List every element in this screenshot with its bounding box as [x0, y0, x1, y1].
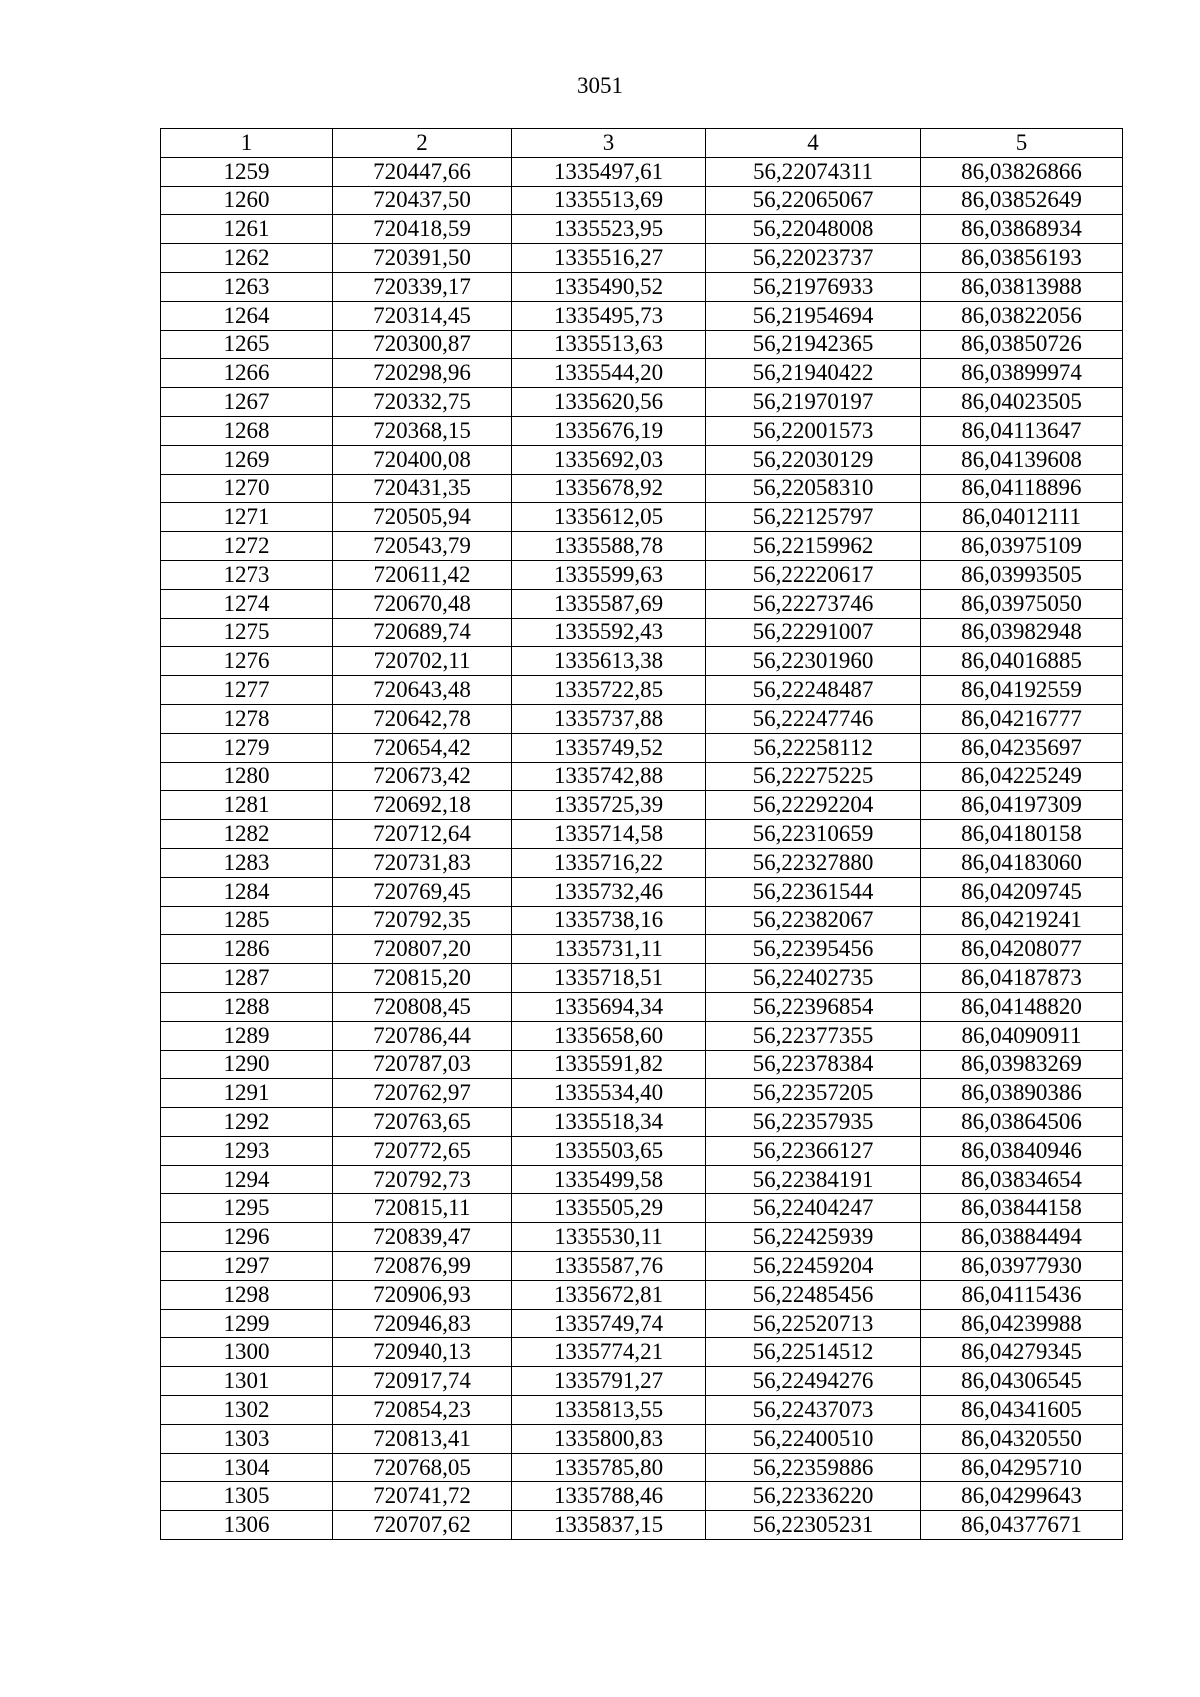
table-cell-col-3: 1335731,11 [512, 935, 706, 964]
page-number: 3051 [577, 73, 623, 98]
table-cell-col-1: 1261 [161, 215, 333, 244]
table-cell-col-3: 1335692,03 [512, 445, 706, 474]
table-row [161, 272, 1123, 301]
table-row [161, 532, 1123, 561]
table-cell-col-3: 1335732,46 [512, 877, 706, 906]
table-cell-col-1: 1304 [161, 1453, 333, 1482]
table-cell-col-1: 1272 [161, 532, 333, 561]
table-cell-col-2: 720946,83 [333, 1309, 512, 1338]
table-cell-col-4: 56,22291007 [706, 618, 921, 647]
table-cell-col-1: 1273 [161, 560, 333, 589]
table-cell-col-1: 1270 [161, 474, 333, 503]
table-cell-col-5: 86,04187873 [921, 964, 1123, 993]
table-row [161, 676, 1123, 705]
column-header-2: 2 [333, 129, 512, 158]
table-cell-col-5: 86,04208077 [921, 935, 1123, 964]
table-row [161, 1136, 1123, 1165]
table-cell-col-4: 56,22437073 [706, 1396, 921, 1425]
table-cell-col-1: 1271 [161, 503, 333, 532]
table-cell-col-5: 86,03983269 [921, 1050, 1123, 1079]
table-row [161, 1453, 1123, 1482]
table-cell-col-4: 56,22310659 [706, 820, 921, 849]
table-cell-col-2: 720437,50 [333, 186, 512, 215]
table-cell-col-3: 1335612,05 [512, 503, 706, 532]
table-cell-col-4: 56,22357205 [706, 1079, 921, 1108]
table-cell-col-5: 86,03868934 [921, 215, 1123, 244]
table-cell-col-4: 56,22030129 [706, 445, 921, 474]
table-cell-col-3: 1335513,69 [512, 186, 706, 215]
table-cell-col-3: 1335599,63 [512, 560, 706, 589]
table-cell-col-2: 720611,42 [333, 560, 512, 589]
table-row [161, 330, 1123, 359]
table-cell-col-2: 720772,65 [333, 1136, 512, 1165]
table-cell-col-4: 56,22377355 [706, 1021, 921, 1050]
table-cell-col-2: 720854,23 [333, 1396, 512, 1425]
table-cell-col-5: 86,03977930 [921, 1252, 1123, 1281]
table-cell-col-5: 86,03975109 [921, 532, 1123, 561]
table-cell-col-3: 1335785,80 [512, 1453, 706, 1482]
table-cell-col-5: 86,03850726 [921, 330, 1123, 359]
table-cell-col-1: 1303 [161, 1424, 333, 1453]
table-cell-col-1: 1285 [161, 906, 333, 935]
table-cell-col-4: 56,22273746 [706, 589, 921, 618]
table-cell-col-4: 56,22459204 [706, 1252, 921, 1281]
table-cell-col-4: 56,22425939 [706, 1223, 921, 1252]
table-row [161, 388, 1123, 417]
table-cell-col-3: 1335694,34 [512, 992, 706, 1021]
table-cell-col-2: 720689,74 [333, 618, 512, 647]
table-cell-col-1: 1275 [161, 618, 333, 647]
table-cell-col-2: 720768,05 [333, 1453, 512, 1482]
table-cell-col-4: 56,22357935 [706, 1108, 921, 1137]
table-cell-col-2: 720917,74 [333, 1367, 512, 1396]
column-header-1: 1 [161, 129, 333, 158]
table-cell-col-4: 56,22023737 [706, 244, 921, 273]
table-cell-col-5: 86,04239988 [921, 1309, 1123, 1338]
table-cell-col-4: 56,22074311 [706, 157, 921, 186]
column-header-5: 5 [921, 129, 1123, 158]
table-cell-col-1: 1281 [161, 791, 333, 820]
table-row [161, 791, 1123, 820]
table-cell-col-4: 56,22494276 [706, 1367, 921, 1396]
table-row [161, 474, 1123, 503]
table-cell-col-5: 86,03975050 [921, 589, 1123, 618]
table-cell-col-3: 1335725,39 [512, 791, 706, 820]
table-row [161, 589, 1123, 618]
table-cell-col-5: 86,04225249 [921, 762, 1123, 791]
table-cell-col-3: 1335613,38 [512, 647, 706, 676]
table-cell-col-1: 1298 [161, 1280, 333, 1309]
table-cell-col-2: 720763,65 [333, 1108, 512, 1137]
table-cell-col-3: 1335587,69 [512, 589, 706, 618]
table-cell-col-4: 56,21970197 [706, 388, 921, 417]
table-cell-col-5: 86,04023505 [921, 388, 1123, 417]
table-row [161, 848, 1123, 877]
table-cell-col-2: 720298,96 [333, 359, 512, 388]
table-row [161, 1050, 1123, 1079]
table-cell-col-4: 56,22327880 [706, 848, 921, 877]
table-row [161, 1338, 1123, 1367]
table-cell-col-5: 86,04209745 [921, 877, 1123, 906]
table-cell-col-5: 86,04219241 [921, 906, 1123, 935]
table-cell-col-5: 86,04295710 [921, 1453, 1123, 1482]
table-row [161, 560, 1123, 589]
table-cell-col-5: 86,04320550 [921, 1424, 1123, 1453]
table-cell-col-3: 1335676,19 [512, 416, 706, 445]
table-cell-col-1: 1287 [161, 964, 333, 993]
table-cell-col-5: 86,04115436 [921, 1280, 1123, 1309]
table-cell-col-1: 1274 [161, 589, 333, 618]
table-cell-col-1: 1264 [161, 301, 333, 330]
table-cell-col-4: 56,22048008 [706, 215, 921, 244]
table-cell-col-2: 720786,44 [333, 1021, 512, 1050]
table-cell-col-2: 720839,47 [333, 1223, 512, 1252]
table-row [161, 503, 1123, 532]
table-cell-col-4: 56,22485456 [706, 1280, 921, 1309]
table-cell-col-5: 86,04016885 [921, 647, 1123, 676]
table-cell-col-5: 86,04113647 [921, 416, 1123, 445]
table-cell-col-4: 56,21940422 [706, 359, 921, 388]
table-cell-col-3: 1335513,63 [512, 330, 706, 359]
table-cell-col-1: 1295 [161, 1194, 333, 1223]
table-cell-col-4: 56,22514512 [706, 1338, 921, 1367]
table-cell-col-1: 1284 [161, 877, 333, 906]
table-row [161, 1079, 1123, 1108]
table-cell-col-1: 1279 [161, 733, 333, 762]
table-cell-col-3: 1335588,78 [512, 532, 706, 561]
table-cell-col-1: 1286 [161, 935, 333, 964]
table-cell-col-4: 56,22248487 [706, 676, 921, 705]
table-cell-col-3: 1335523,95 [512, 215, 706, 244]
table-header-row [161, 129, 1123, 158]
table-cell-col-5: 86,03884494 [921, 1223, 1123, 1252]
table-cell-col-2: 720431,35 [333, 474, 512, 503]
table-cell-col-4: 56,22404247 [706, 1194, 921, 1223]
table-cell-col-1: 1290 [161, 1050, 333, 1079]
table-cell-col-1: 1278 [161, 704, 333, 733]
table-cell-col-5: 86,03856193 [921, 244, 1123, 273]
table-cell-col-1: 1297 [161, 1252, 333, 1281]
column-header-3: 3 [512, 129, 706, 158]
table-cell-col-1: 1276 [161, 647, 333, 676]
table-cell-col-2: 720368,15 [333, 416, 512, 445]
table-cell-col-3: 1335714,58 [512, 820, 706, 849]
table-cell-col-3: 1335587,76 [512, 1252, 706, 1281]
column-header-4: 4 [706, 129, 921, 158]
table-row [161, 647, 1123, 676]
table-cell-col-2: 720731,83 [333, 848, 512, 877]
table-cell-col-2: 720332,75 [333, 388, 512, 417]
table-cell-col-4: 56,22378384 [706, 1050, 921, 1079]
table-cell-col-5: 86,03864506 [921, 1108, 1123, 1137]
table-row [161, 215, 1123, 244]
table-cell-col-5: 86,03826866 [921, 157, 1123, 186]
table-cell-col-2: 720543,79 [333, 532, 512, 561]
table-row [161, 877, 1123, 906]
table-cell-col-2: 720769,45 [333, 877, 512, 906]
table-cell-col-4: 56,22336220 [706, 1482, 921, 1511]
table-row [161, 762, 1123, 791]
table-row [161, 157, 1123, 186]
table-cell-col-4: 56,22402735 [706, 964, 921, 993]
table-cell-col-2: 720940,13 [333, 1338, 512, 1367]
table-cell-col-1: 1296 [161, 1223, 333, 1252]
table-cell-col-5: 86,03834654 [921, 1165, 1123, 1194]
table-cell-col-2: 720876,99 [333, 1252, 512, 1281]
table-row [161, 1309, 1123, 1338]
table-cell-col-2: 720741,72 [333, 1482, 512, 1511]
table-cell-col-3: 1335658,60 [512, 1021, 706, 1050]
table-cell-col-2: 720707,62 [333, 1511, 512, 1540]
table-cell-col-3: 1335503,65 [512, 1136, 706, 1165]
table-cell-col-4: 56,22220617 [706, 560, 921, 589]
table-row [161, 1396, 1123, 1425]
table-cell-col-1: 1269 [161, 445, 333, 474]
table-cell-col-3: 1335837,15 [512, 1511, 706, 1540]
table-cell-col-1: 1294 [161, 1165, 333, 1194]
table-cell-col-2: 720314,45 [333, 301, 512, 330]
table-cell-col-4: 56,22292204 [706, 791, 921, 820]
table-cell-col-4: 56,22395456 [706, 935, 921, 964]
table-cell-col-5: 86,04306545 [921, 1367, 1123, 1396]
table-cell-col-3: 1335678,92 [512, 474, 706, 503]
table-cell-col-3: 1335499,58 [512, 1165, 706, 1194]
table-cell-col-2: 720670,48 [333, 589, 512, 618]
table-cell-col-3: 1335620,56 [512, 388, 706, 417]
table-cell-col-4: 56,22396854 [706, 992, 921, 1021]
table-row [161, 820, 1123, 849]
table-cell-col-5: 86,04192559 [921, 676, 1123, 705]
table-cell-col-3: 1335813,55 [512, 1396, 706, 1425]
table-cell-col-2: 720906,93 [333, 1280, 512, 1309]
table-cell-col-4: 56,22159962 [706, 532, 921, 561]
table-cell-col-3: 1335534,40 [512, 1079, 706, 1108]
table-row [161, 416, 1123, 445]
table-cell-col-4: 56,22247746 [706, 704, 921, 733]
table-cell-col-2: 720813,41 [333, 1424, 512, 1453]
table-cell-col-1: 1267 [161, 388, 333, 417]
table-cell-col-5: 86,03982948 [921, 618, 1123, 647]
table-cell-col-1: 1299 [161, 1309, 333, 1338]
table-cell-col-2: 720702,11 [333, 647, 512, 676]
table-row [161, 1108, 1123, 1137]
table-cell-col-5: 86,03840946 [921, 1136, 1123, 1165]
table-cell-col-5: 86,04341605 [921, 1396, 1123, 1425]
table-cell-col-4: 56,22305231 [706, 1511, 921, 1540]
table-cell-col-1: 1263 [161, 272, 333, 301]
table-cell-col-2: 720815,11 [333, 1194, 512, 1223]
table-cell-col-2: 720418,59 [333, 215, 512, 244]
table-cell-col-5: 86,04090911 [921, 1021, 1123, 1050]
table-cell-col-4: 56,21976933 [706, 272, 921, 301]
table-cell-col-3: 1335737,88 [512, 704, 706, 733]
table-cell-col-5: 86,04235697 [921, 733, 1123, 762]
table-cell-col-2: 720792,73 [333, 1165, 512, 1194]
table-row [161, 1424, 1123, 1453]
table-cell-col-2: 720712,64 [333, 820, 512, 849]
table-cell-col-3: 1335716,22 [512, 848, 706, 877]
table-cell-col-5: 86,04183060 [921, 848, 1123, 877]
table-cell-col-4: 56,21942365 [706, 330, 921, 359]
table-cell-col-2: 720447,66 [333, 157, 512, 186]
table-cell-col-3: 1335544,20 [512, 359, 706, 388]
table-cell-col-2: 720807,20 [333, 935, 512, 964]
table-cell-col-3: 1335791,27 [512, 1367, 706, 1396]
table-cell-col-4: 56,22258112 [706, 733, 921, 762]
table-cell-col-5: 86,04012111 [921, 503, 1123, 532]
table-cell-col-3: 1335738,16 [512, 906, 706, 935]
table-cell-col-2: 720673,42 [333, 762, 512, 791]
table-cell-col-4: 56,22359886 [706, 1453, 921, 1482]
table-cell-col-1: 1280 [161, 762, 333, 791]
table-cell-col-5: 86,03890386 [921, 1079, 1123, 1108]
table-row [161, 1482, 1123, 1511]
table-cell-col-2: 720339,17 [333, 272, 512, 301]
table-cell-col-3: 1335490,52 [512, 272, 706, 301]
table-cell-col-1: 1292 [161, 1108, 333, 1137]
table-cell-col-4: 56,22400510 [706, 1424, 921, 1453]
table-body [161, 157, 1123, 1539]
table-cell-col-4: 56,21954694 [706, 301, 921, 330]
table-cell-col-5: 86,04148820 [921, 992, 1123, 1021]
table-row [161, 1021, 1123, 1050]
table-row [161, 1223, 1123, 1252]
table-cell-col-5: 86,04118896 [921, 474, 1123, 503]
table-cell-col-3: 1335530,11 [512, 1223, 706, 1252]
table-row [161, 704, 1123, 733]
table-cell-col-2: 720792,35 [333, 906, 512, 935]
table-cell-col-1: 1291 [161, 1079, 333, 1108]
table-row [161, 1194, 1123, 1223]
table-cell-col-5: 86,04139608 [921, 445, 1123, 474]
table-cell-col-4: 56,22065067 [706, 186, 921, 215]
table-cell-col-5: 86,03852649 [921, 186, 1123, 215]
table-row [161, 906, 1123, 935]
table-cell-col-5: 86,04377671 [921, 1511, 1123, 1540]
table-cell-col-3: 1335516,27 [512, 244, 706, 273]
table-cell-col-5: 86,04197309 [921, 791, 1123, 820]
table-cell-col-1: 1305 [161, 1482, 333, 1511]
table-cell-col-2: 720815,20 [333, 964, 512, 993]
table-cell-col-4: 56,22001573 [706, 416, 921, 445]
table-row [161, 359, 1123, 388]
table-cell-col-4: 56,22275225 [706, 762, 921, 791]
table-row [161, 186, 1123, 215]
table-cell-col-1: 1266 [161, 359, 333, 388]
table-cell-col-2: 720505,94 [333, 503, 512, 532]
table-cell-col-2: 720762,97 [333, 1079, 512, 1108]
table-cell-col-2: 720643,48 [333, 676, 512, 705]
table-cell-col-2: 720300,87 [333, 330, 512, 359]
table-cell-col-5: 86,04180158 [921, 820, 1123, 849]
table-cell-col-5: 86,04216777 [921, 704, 1123, 733]
table-cell-col-3: 1335722,85 [512, 676, 706, 705]
table-row [161, 1367, 1123, 1396]
table-cell-col-4: 56,22125797 [706, 503, 921, 532]
table-cell-col-2: 720391,50 [333, 244, 512, 273]
table-row [161, 244, 1123, 273]
table-cell-col-2: 720692,18 [333, 791, 512, 820]
table-cell-col-5: 86,04299643 [921, 1482, 1123, 1511]
table-cell-col-4: 56,22520713 [706, 1309, 921, 1338]
table-cell-col-1: 1300 [161, 1338, 333, 1367]
table-cell-col-4: 56,22366127 [706, 1136, 921, 1165]
table-cell-col-1: 1260 [161, 186, 333, 215]
table-cell-col-3: 1335672,81 [512, 1280, 706, 1309]
table-cell-col-3: 1335495,73 [512, 301, 706, 330]
table-cell-col-2: 720787,03 [333, 1050, 512, 1079]
table-cell-col-2: 720400,08 [333, 445, 512, 474]
table-cell-col-3: 1335800,83 [512, 1424, 706, 1453]
table-cell-col-3: 1335718,51 [512, 964, 706, 993]
table-cell-col-3: 1335505,29 [512, 1194, 706, 1223]
table-cell-col-1: 1265 [161, 330, 333, 359]
table-cell-col-4: 56,22384191 [706, 1165, 921, 1194]
table-cell-col-5: 86,03822056 [921, 301, 1123, 330]
table-cell-col-1: 1277 [161, 676, 333, 705]
table-row [161, 1252, 1123, 1281]
table-cell-col-3: 1335591,82 [512, 1050, 706, 1079]
table-cell-col-4: 56,22361544 [706, 877, 921, 906]
table-cell-col-3: 1335749,74 [512, 1309, 706, 1338]
table-cell-col-1: 1293 [161, 1136, 333, 1165]
table-row [161, 1280, 1123, 1309]
table-cell-col-3: 1335518,34 [512, 1108, 706, 1137]
table-cell-col-3: 1335497,61 [512, 157, 706, 186]
table-cell-col-1: 1259 [161, 157, 333, 186]
table-row [161, 935, 1123, 964]
table-cell-col-2: 720642,78 [333, 704, 512, 733]
table-cell-col-5: 86,03813988 [921, 272, 1123, 301]
table-row [161, 618, 1123, 647]
table-cell-col-3: 1335592,43 [512, 618, 706, 647]
table-cell-col-1: 1289 [161, 1021, 333, 1050]
table-cell-col-2: 720808,45 [333, 992, 512, 1021]
table-cell-col-2: 720654,42 [333, 733, 512, 762]
table-row [161, 733, 1123, 762]
table-row [161, 964, 1123, 993]
table-cell-col-5: 86,04279345 [921, 1338, 1123, 1367]
table-cell-col-3: 1335749,52 [512, 733, 706, 762]
table-cell-col-3: 1335742,88 [512, 762, 706, 791]
table-cell-col-3: 1335788,46 [512, 1482, 706, 1511]
table-cell-col-1: 1268 [161, 416, 333, 445]
table-row [161, 992, 1123, 1021]
table-cell-col-5: 86,03899974 [921, 359, 1123, 388]
table-cell-col-3: 1335774,21 [512, 1338, 706, 1367]
table-cell-col-1: 1282 [161, 820, 333, 849]
table-cell-col-5: 86,03993505 [921, 560, 1123, 589]
coordinates-table [160, 128, 1123, 1540]
table-row [161, 301, 1123, 330]
table-cell-col-1: 1302 [161, 1396, 333, 1425]
table-cell-col-1: 1306 [161, 1511, 333, 1540]
table-cell-col-5: 86,03844158 [921, 1194, 1123, 1223]
table-cell-col-4: 56,22058310 [706, 474, 921, 503]
table-cell-col-1: 1283 [161, 848, 333, 877]
table-row [161, 445, 1123, 474]
table-cell-col-1: 1301 [161, 1367, 333, 1396]
table-cell-col-4: 56,22301960 [706, 647, 921, 676]
table-row [161, 1511, 1123, 1540]
table-cell-col-1: 1288 [161, 992, 333, 1021]
table-row [161, 1165, 1123, 1194]
table-cell-col-4: 56,22382067 [706, 906, 921, 935]
table-cell-col-1: 1262 [161, 244, 333, 273]
